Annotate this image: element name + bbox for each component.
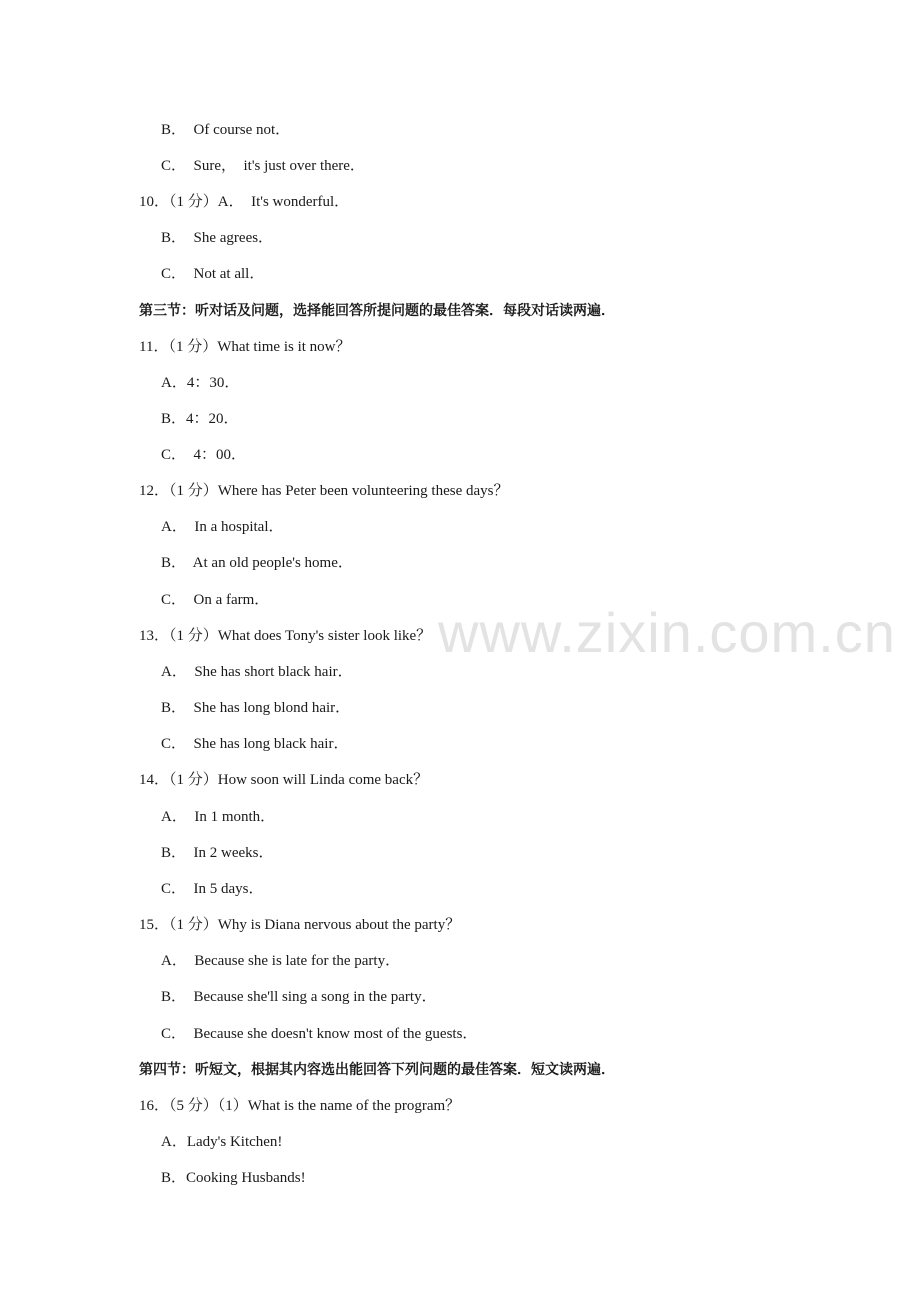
question-line: 15．（1 分）Why is Diana nervous about the party？ bbox=[139, 917, 461, 933]
option-line: A． In a hospital． bbox=[161, 519, 284, 535]
option-line: A．Lady's Kitchen! bbox=[161, 1134, 283, 1150]
question-line: 11．（1 分）What time is it now？ bbox=[139, 339, 351, 355]
section-heading: 第四节：听短文，根据其内容选出能回答下列问题的最佳答案．短文读两遍． bbox=[139, 1062, 615, 1078]
option-line: C． Not at all． bbox=[161, 266, 265, 282]
option-line: B．4：20． bbox=[161, 411, 239, 427]
option-line: A． Because she is late for the party． bbox=[161, 953, 401, 969]
option-line: B．Cooking Husbands! bbox=[161, 1170, 306, 1186]
option-line: A． She has short black hair． bbox=[161, 664, 353, 680]
option-line: B． She has long blond hair． bbox=[161, 700, 351, 716]
option-line: A．4：30． bbox=[161, 375, 240, 391]
option-line: A． In 1 month． bbox=[161, 809, 276, 825]
question-line: 12．（1 分）Where has Peter been volunteering these days？ bbox=[139, 483, 509, 499]
option-line: C． She has long black hair． bbox=[161, 736, 349, 752]
question-line: 10．（1 分）A． It's wonderful． bbox=[139, 194, 350, 210]
question-line: 16．（5 分）（1）What is the name of the program？ bbox=[139, 1098, 461, 1114]
option-line: C． In 5 days． bbox=[161, 881, 264, 897]
option-line: B． Of course not． bbox=[161, 122, 291, 138]
question-line: 14．（1 分）How soon will Linda come back？ bbox=[139, 772, 429, 788]
option-line: C． Sure， it's just over there． bbox=[161, 158, 365, 174]
option-line: C． On a farm． bbox=[161, 592, 270, 608]
watermark-text: www.zixin.com.cn bbox=[438, 601, 896, 664]
option-line: B． In 2 weeks． bbox=[161, 845, 274, 861]
question-line: 13．（1 分）What does Tony's sister look like？ bbox=[139, 628, 432, 644]
option-line: B． Because she'll sing a song in the party． bbox=[161, 989, 437, 1005]
option-line: B． At an old people's home． bbox=[161, 555, 353, 571]
option-line: B． She agrees． bbox=[161, 230, 274, 246]
section-heading: 第三节：听对话及问题，选择能回答所提问题的最佳答案．每段对话读两遍． bbox=[139, 303, 615, 319]
option-line: C． Because she doesn't know most of the guests． bbox=[161, 1026, 478, 1042]
option-line: C． 4：00． bbox=[161, 447, 247, 463]
